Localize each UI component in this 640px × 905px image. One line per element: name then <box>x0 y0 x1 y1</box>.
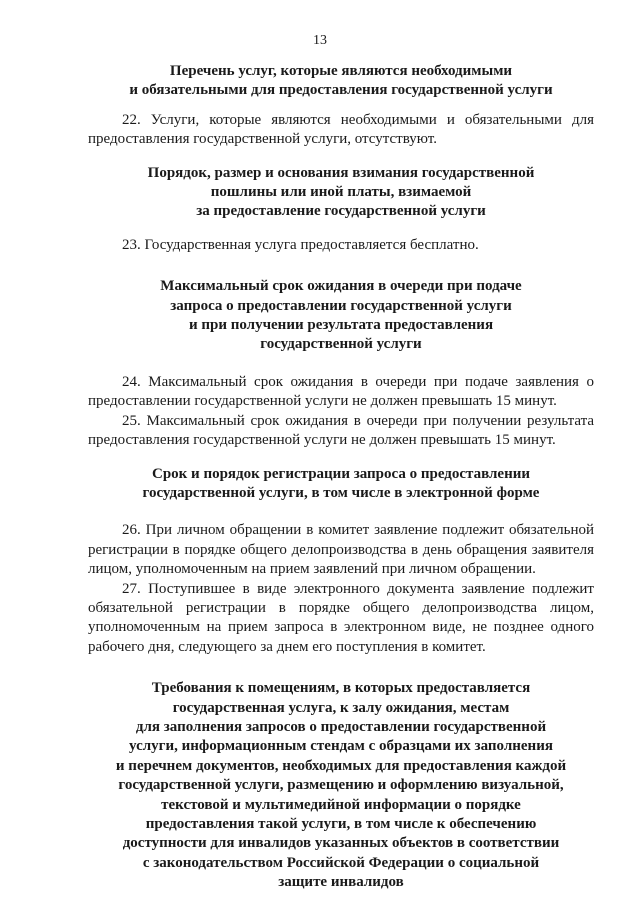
document-body <box>88 62 594 893</box>
heading-line: и обязательными для предоставления государственной услуги <box>129 82 553 99</box>
heading-line: текстовой и мультимедийной информации о порядке <box>161 796 521 813</box>
page-number: 13 <box>313 33 327 48</box>
heading-line: Порядок, размер и основания взимания государственной <box>147 164 535 181</box>
paragraph-22: 22. Услуги, которые являются необходимыми и обязательными для предоставления государственной услуги, отсутствуют. <box>88 111 594 148</box>
section-heading-fee <box>88 164 594 222</box>
paragraph-23: 23. Государственная услуга предоставляется бесплатно. <box>122 236 479 253</box>
heading-line: государственной услуги <box>260 336 422 353</box>
heading-line: и при получении результата предоставления <box>188 317 494 334</box>
section-heading-registration <box>88 465 594 504</box>
paragraph-26: 26. При личном обращении в комитет заявление подлежит обязательной регистрации в порядке общего делопроизводства в день обращения заявителя лицом, уполномоченным на прием заявлений при личном обращении. <box>88 522 594 578</box>
section-heading-services-list <box>88 62 594 101</box>
heading-line: и перечнем документов, необходимых для предоставления каждой <box>115 757 567 774</box>
heading-line: запроса о предоставлении государственной услуги <box>170 297 512 314</box>
heading-line: Срок и порядок регистрации запроса о предоставлении <box>151 465 531 482</box>
heading-line: услуги, информационным стендам с образцами их заполнения <box>129 738 553 755</box>
heading-line: государственной услуги, в том числе в электронной форме <box>142 484 540 501</box>
heading-line: Требования к помещениям, в которых предоставляется <box>151 680 531 697</box>
heading-line: для заполнения запросов о предоставлении государственной <box>135 718 547 735</box>
heading-line: пошлины или иной платы, взимаемой <box>210 184 472 201</box>
heading-line: Максимальный срок ожидания в очереди при подаче <box>160 278 522 295</box>
heading-line: предоставления такой услуги, в том числе к обеспечению <box>145 816 537 832</box>
heading-line: государственная услуга, к залу ожидания, местам <box>172 699 510 716</box>
heading-line: с законодательством Российской Федерации о социальной <box>142 854 540 871</box>
heading-line: доступности для инвалидов указанных объектов в соответствии <box>122 835 560 852</box>
section-heading-waiting-time <box>88 277 594 355</box>
section-heading-premises-requirements <box>88 679 594 892</box>
heading-line: государственной услуги, размещению и оформлению визуальной, <box>118 777 564 794</box>
paragraph-27: 27. Поступившее в виде электронного документа заявление подлежит обязательной регистрации в порядке общего делопроизводства лицом, уполномоченным на прием запроса в электронном виде, не позднее одного рабочего дня, следующего за днем его поступления в комитет. <box>88 580 594 655</box>
heading-line: Перечень услуг, которые являются необходимыми <box>169 63 513 79</box>
heading-line: за предоставление государственной услуги <box>196 203 486 220</box>
heading-line: защите инвалидов <box>278 874 404 891</box>
paragraph-24: 24. Максимальный срок ожидания в очереди при подаче заявления о предоставлении государственной услуги не должен превышать 15 минут. <box>88 373 594 410</box>
paragraph-25: 25. Максимальный срок ожидания в очереди при получении результата предоставления государственной услуги не должен превышать 15 минут. <box>88 412 594 449</box>
